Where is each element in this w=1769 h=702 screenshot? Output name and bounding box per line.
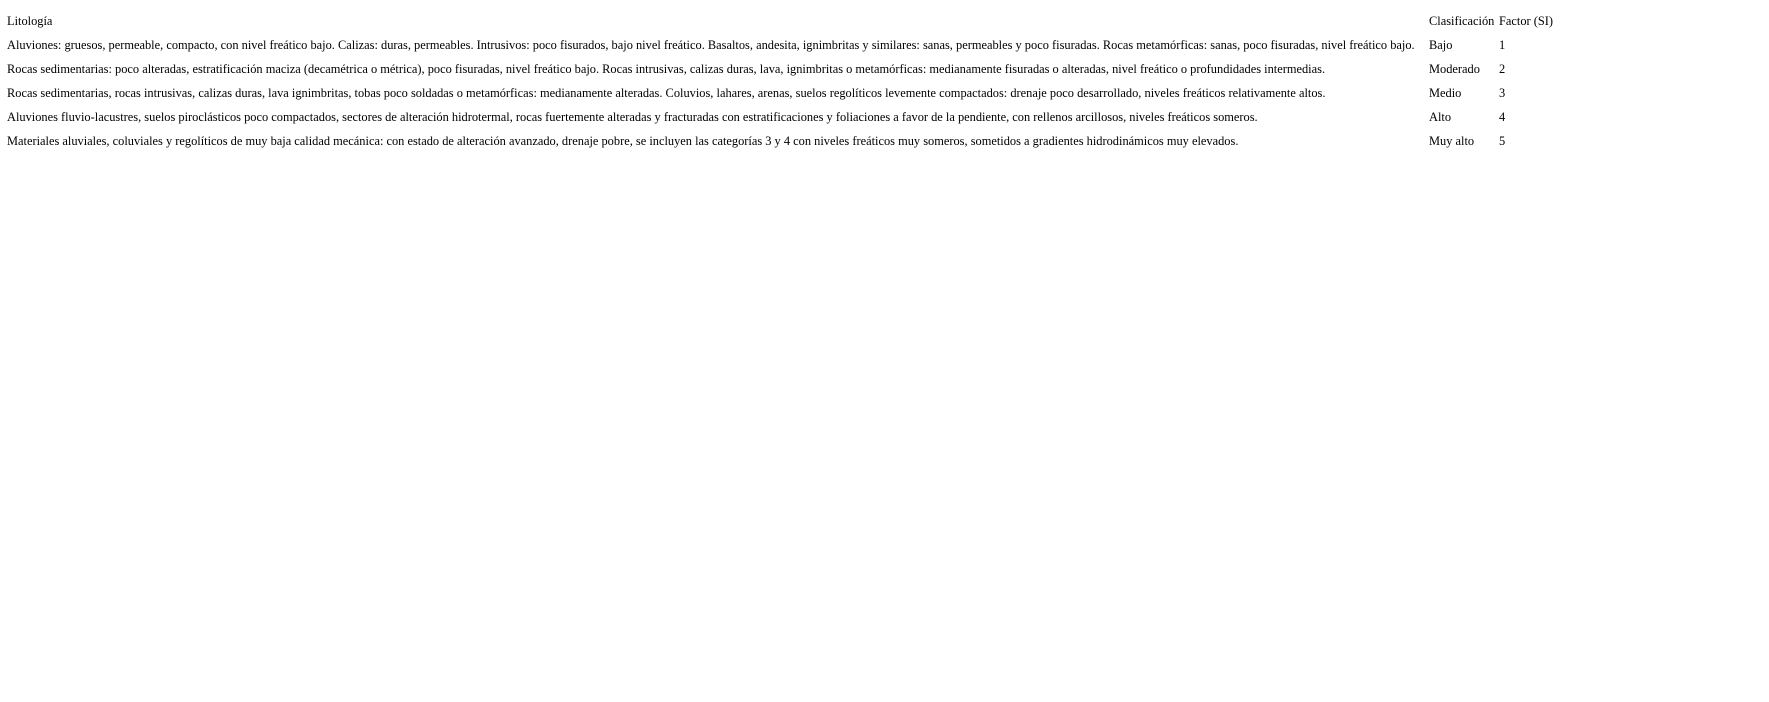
factor-cell: 5 [1499, 134, 1506, 148]
header-factor: Factor (SI) [1499, 14, 1554, 28]
classification-cell: Bajo [1429, 38, 1453, 52]
table-header [7, 12, 1559, 30]
table-body [7, 36, 1559, 150]
factor-cell: 1 [1499, 38, 1506, 52]
table-row [7, 84, 1559, 102]
factor-cell: 4 [1499, 110, 1506, 124]
lithology-cell: Aluviones fluvio-lacustres, suelos piroclásticos poco compactados, sectores de alteración hidrotermal, rocas fuertemente alteradas y fracturadas con estratificaciones y foliaciones a favor de la pendiente, con rellenos arcillosos, niveles freáticos someros. [7, 110, 1258, 124]
table-row [7, 60, 1559, 78]
factor-cell: 3 [1499, 86, 1506, 100]
classification-cell: Moderado [1429, 62, 1480, 76]
classification-cell: Muy alto [1429, 134, 1475, 148]
header-classification: Clasificación [1429, 14, 1495, 28]
header-row [7, 12, 1559, 30]
table-row [7, 36, 1559, 54]
lithology-cell: Materiales aluviales, coluviales y regolíticos de muy baja calidad mecánica: con estado de alteración avanzado, drenaje pobre, se incluyen las categorías 3 y 4 con niveles freáticos muy someros, sometidos a gradientes hidrodinámicos muy elevados. [7, 134, 1239, 148]
factor-cell: 2 [1499, 62, 1506, 76]
lithology-table [3, 6, 1563, 156]
table-row [7, 108, 1559, 126]
header-lithology: Litología [7, 14, 53, 28]
classification-cell: Alto [1429, 110, 1452, 124]
table-row [7, 132, 1559, 150]
lithology-cell: Aluviones: gruesos, permeable, compacto, con nivel freático bajo. Calizas: duras, permeables. Intrusivos: poco fisurados, bajo nivel freático. Basaltos, andesita, ignimbritas y similares: sanas, permeables y poco fisuradas. Rocas metamórficas: sanas, poco fisuradas, nivel freático bajo. [7, 38, 1415, 52]
classification-cell: Medio [1429, 86, 1462, 100]
lithology-cell: Rocas sedimentarias: poco alteradas, estratificación maciza (decamétrica o métrica), poco fisuradas, nivel freático bajo. Rocas intrusivas, calizas duras, lava, ignimbritas o metamórficas: medianamente fisuradas o alteradas, nivel freático o profundidades intermedias. [7, 62, 1326, 76]
lithology-cell: Rocas sedimentarias, rocas intrusivas, calizas duras, lava ignimbritas, tobas poco soldadas o metamórficas: medianamente alteradas. Coluvios, lahares, arenas, suelos regolíticos levemente compactados: drenaje poco desarrollado, niveles freáticos relativamente altos. [7, 86, 1326, 100]
